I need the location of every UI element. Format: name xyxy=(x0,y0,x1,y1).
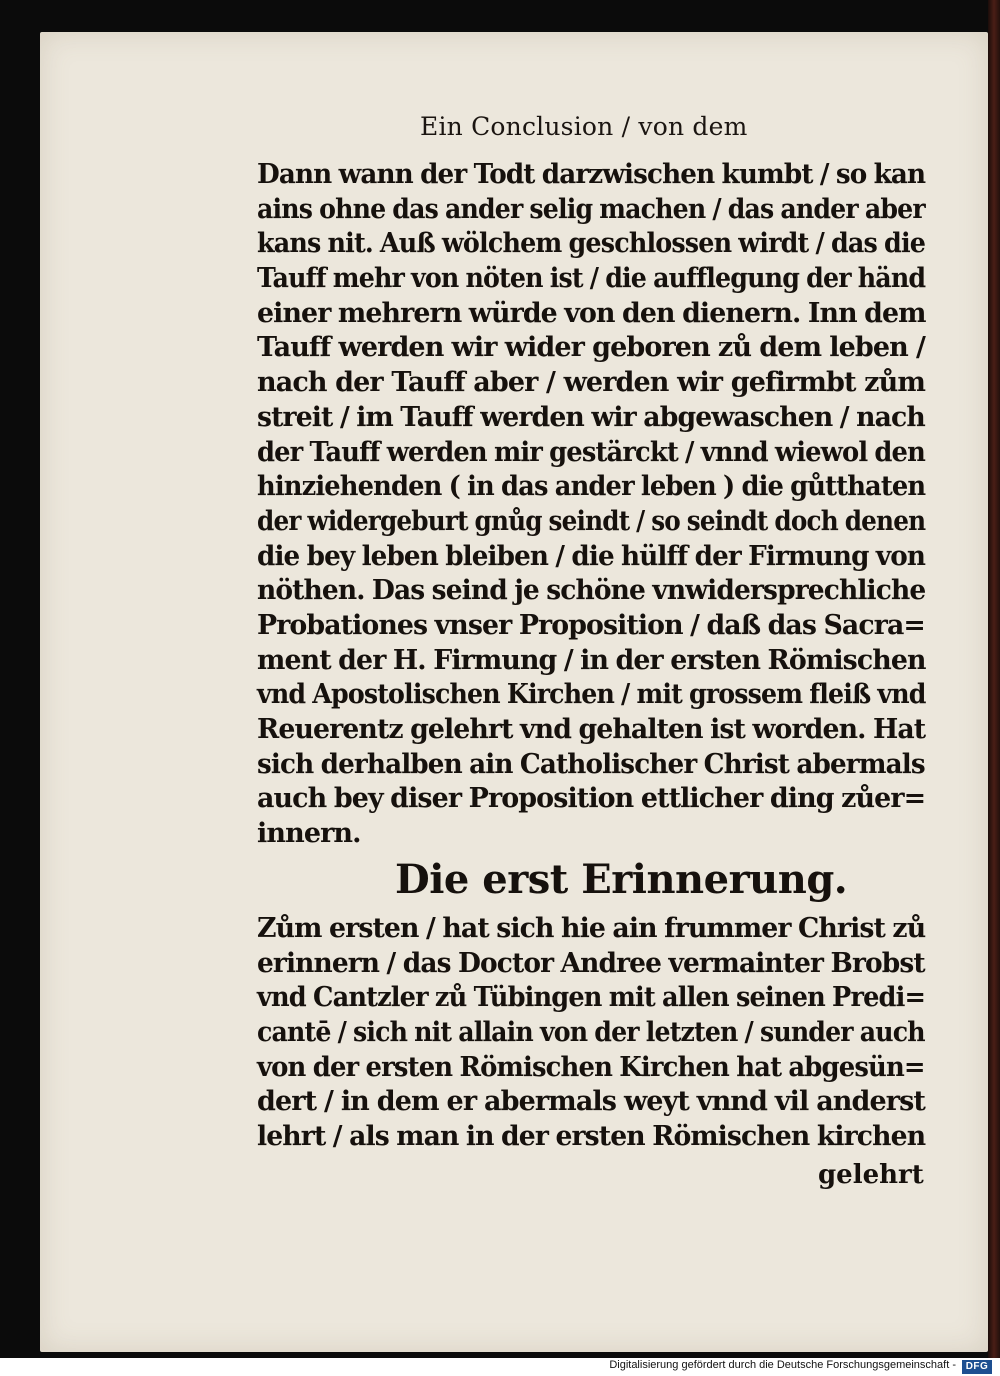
text-line: cantē / sich nit allain von der letzten / sunder auch xyxy=(257,1017,925,1049)
catchword: gelehrt xyxy=(818,1160,924,1190)
paragraph-2 xyxy=(257,912,925,1155)
text-line: Zům ersten / hat sich hie ain frummer Christ zů xyxy=(257,913,926,944)
text-line: Dann wann der Todt darzwischen kumbt / so kan xyxy=(257,159,926,190)
book-cover-edge xyxy=(988,0,1000,1358)
text-line: auch bey diser Proposition ettlicher ding zůer= xyxy=(257,783,926,815)
text-line: hinziehenden ( in das ander leben ) die gůtthaten xyxy=(257,471,926,503)
section-heading: Die erst Erinnerung. xyxy=(395,856,848,903)
text-line: lehrt / als man in der ersten Römischen kirchen xyxy=(257,1121,926,1153)
text-line: sich derhalben ain Catholischer Christ abermals xyxy=(257,748,925,780)
text-line: der widergeburt gnůg seindt / so seindt doch denen xyxy=(257,505,926,537)
text-line: dert / in dem er abermals weyt vnnd vil anderst xyxy=(257,1086,925,1118)
running-header: Ein Conclusion / von dem xyxy=(420,112,748,141)
text-line: Reuerentz gelehrt vnd gehalten ist worden. Hat xyxy=(257,714,926,745)
footer-credit: Digitalisierung gefördert durch die Deutsche Forschungsgemeinschaft - xyxy=(609,1359,956,1371)
text-line: der Tauff werden mir gestärckt / vnnd wiewol den xyxy=(257,436,925,468)
text-line: Tauff werden wir wider geboren zů dem leben / xyxy=(257,332,925,364)
text-line: vnd Cantzler zů Tübingen mit allen seinen Predi= xyxy=(257,982,926,1014)
text-line: Probationes vnser Proposition / daß das Sacra= xyxy=(257,609,925,641)
text-line: kans nit. Auß wölchem geschlossen wirdt / das die xyxy=(257,228,926,260)
text-line: ment der H. Firmung / in der ersten Römischen xyxy=(257,644,926,676)
dfg-logo: DFG xyxy=(962,1360,992,1374)
text-line: von der ersten Römischen Kirchen hat abgesün= xyxy=(257,1051,925,1083)
text-line: vnd Apostolischen Kirchen / mit grossem fleiß vnd xyxy=(257,679,926,711)
text-line: Tauff mehr von nöten ist / die aufflegung der händ xyxy=(257,263,926,295)
text-line: ains ohne das ander selig machen / das ander aber xyxy=(257,193,925,225)
text-line: erinnern / das Doctor Andree vermainter Brobst xyxy=(257,947,925,979)
paragraph-1 xyxy=(257,158,925,852)
text-line: einer mehrern würde von den dienern. Inn dem xyxy=(257,297,926,329)
text-line: die bey leben bleiben / die hülff der Firmung von xyxy=(257,540,926,572)
text-line: nach der Tauff aber / werden wir gefirmbt zům xyxy=(257,367,925,399)
text-line: streit / im Tauff werden wir abgewaschen / nach xyxy=(257,401,925,433)
text-line: nöthen. Das seind je schöne vnwidersprechliche xyxy=(257,575,926,607)
text-line: innern. xyxy=(257,818,361,850)
